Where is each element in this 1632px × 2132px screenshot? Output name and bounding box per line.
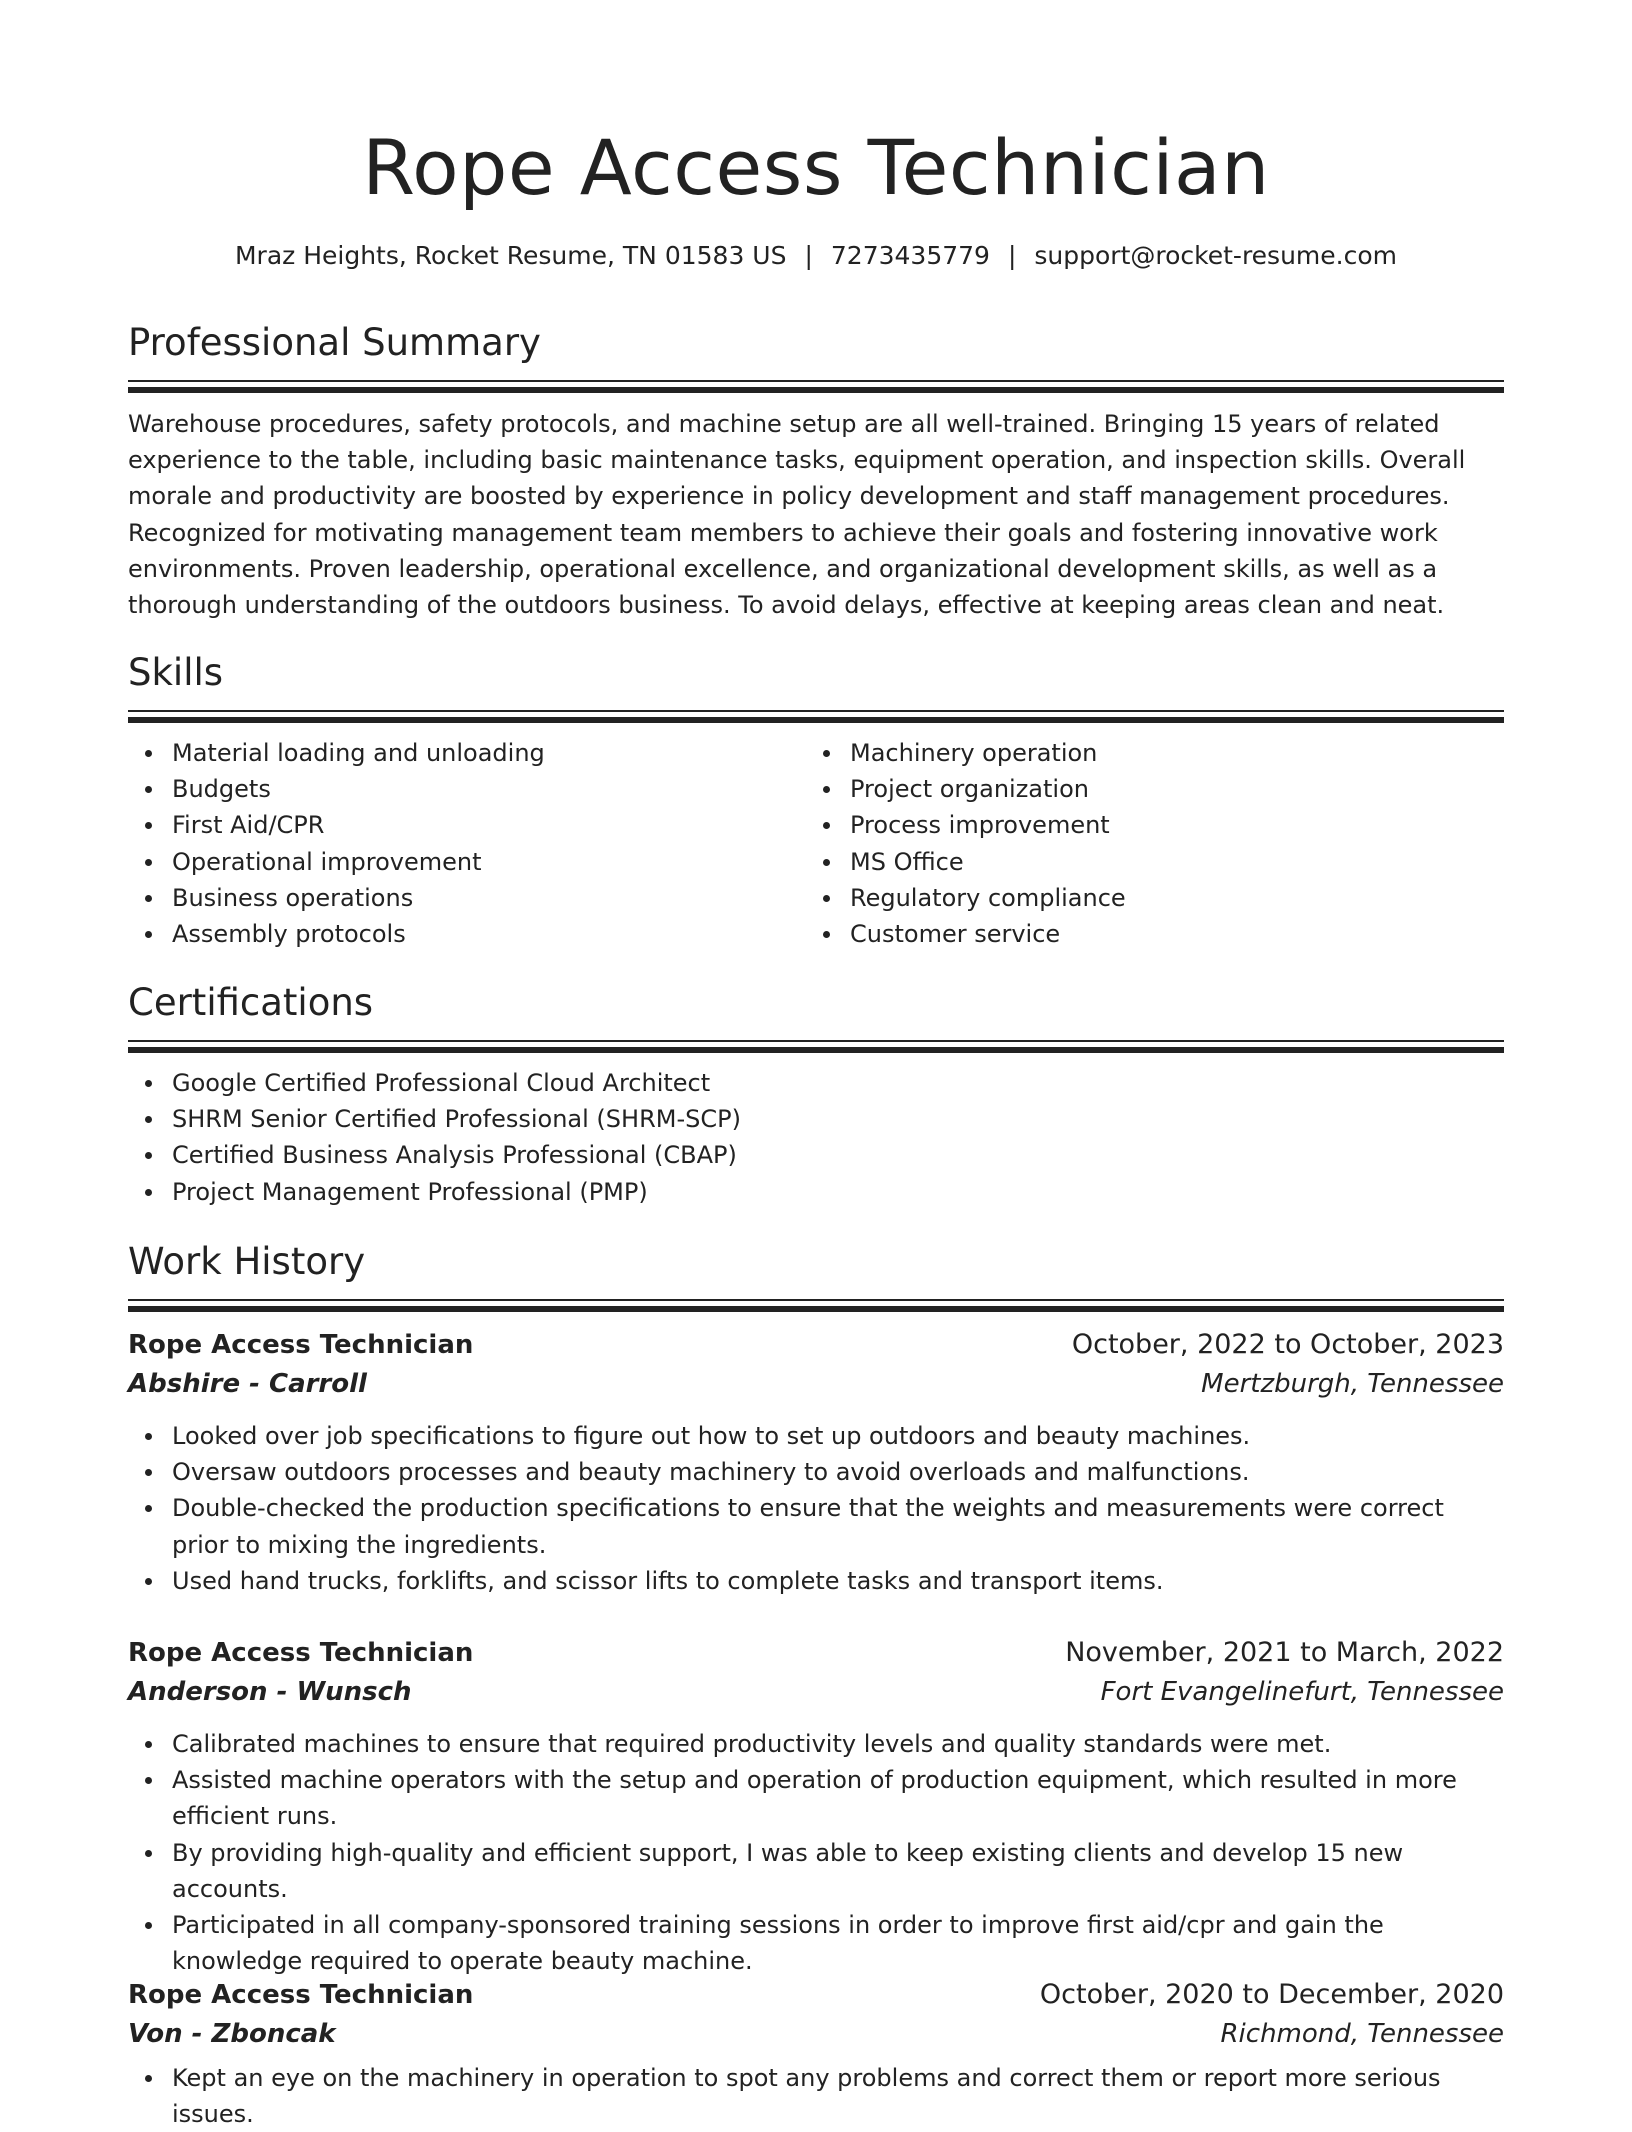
skill-item: Process improvement (850, 807, 1484, 843)
skill-item: MS Office (850, 844, 1484, 880)
job-location: Richmond, Tennessee (1220, 2019, 1504, 2049)
summary-section (128, 318, 1504, 623)
job-bullet: Participated in all company-sponsored training sessions in order to improve first aid/cpr and gain the knowledge required to operate beauty machine. (172, 1907, 1504, 1979)
skill-item: Budgets (172, 771, 806, 807)
job-entry (128, 1976, 1504, 2132)
contact-separator: | (804, 241, 813, 270)
skill-item: Machinery operation (850, 735, 1484, 771)
certifications-section (128, 978, 1504, 1210)
job-bullets (128, 1726, 1504, 1979)
job-dates: October, 2020 to December, 2020 (1039, 1979, 1504, 2010)
job-header-row (128, 1634, 1504, 1672)
job-location: Fort Evangelinefurt, Tennessee (1100, 1677, 1504, 1707)
job-dates: October, 2022 to October, 2023 (1071, 1329, 1504, 1360)
job-header-row (128, 1976, 1504, 2014)
skill-item: First Aid/CPR (172, 807, 806, 843)
certifications-list (128, 1065, 1504, 1210)
section-divider (128, 710, 1504, 712)
section-title-skills: Skills (128, 651, 224, 694)
job-title: Rope Access Technician (128, 1980, 474, 2010)
skill-item: Project organization (850, 771, 1484, 807)
certification-item: Google Certified Professional Cloud Architect (172, 1065, 1504, 1101)
contact-phone: 7273435779 (830, 241, 990, 270)
job-company-row (128, 1672, 1504, 1712)
skills-list-left (128, 735, 806, 952)
job-bullet: Assisted machine operators with the setup and operation of production equipment, which resulted in more efficient runs. (172, 1762, 1504, 1834)
skills-column-right (806, 735, 1484, 952)
job-entry (128, 1634, 1504, 1979)
job-bullet: Calibrated machines to ensure that required productivity levels and quality standards were met. (172, 1726, 1504, 1762)
section-divider-thick (128, 717, 1504, 723)
job-company-row (128, 2014, 1504, 2054)
work-history-section (128, 1237, 1504, 1312)
certification-item: Certified Business Analysis Professional (CBAP) (172, 1137, 1504, 1173)
resume-page (128, 0, 1504, 2129)
job-bullet: Used hand trucks, forklifts, and scissor lifts to complete tasks and transport items. (172, 1563, 1504, 1599)
skills-list-right (806, 735, 1484, 952)
job-company: Abshire - Carroll (128, 1369, 367, 1399)
section-divider (128, 380, 1504, 382)
section-divider-thick (128, 387, 1504, 393)
job-entry (128, 1326, 1504, 1599)
section-title-certifications: Certifications (128, 981, 374, 1024)
job-bullet: Kept an eye on the machinery in operation to spot any problems and correct them or report more serious issues. (172, 2060, 1504, 2132)
job-bullet: Looked over job specifications to figure out how to set up outdoors and beauty machines. (172, 1418, 1504, 1454)
skill-item: Operational improvement (172, 844, 806, 880)
job-company: Anderson - Wunsch (128, 1677, 412, 1707)
section-divider (128, 1299, 1504, 1301)
job-dates: November, 2021 to March, 2022 (1065, 1637, 1504, 1668)
section-divider-thick (128, 1306, 1504, 1312)
resume-name: Rope Access Technician (362, 123, 1270, 212)
section-title-work-history: Work History (128, 1240, 366, 1283)
skills-section (128, 648, 1504, 952)
contact-separator: | (1007, 241, 1017, 270)
certification-item: Project Management Professional (PMP) (172, 1174, 1504, 1210)
skill-item: Regulatory compliance (850, 880, 1484, 916)
certification-item: SHRM Senior Certified Professional (SHRM-SCP) (172, 1101, 1504, 1137)
contact-address: Mraz Heights, Rocket Resume, TN 01583 US (234, 241, 787, 270)
job-location: Mertzburgh, Tennessee (1201, 1369, 1504, 1399)
skills-columns (128, 735, 1504, 952)
section-divider-thick (128, 1047, 1504, 1053)
job-company: Von - Zboncak (128, 2019, 336, 2049)
skill-item: Customer service (850, 916, 1484, 952)
section-divider (128, 1040, 1504, 1042)
job-header-row (128, 1326, 1504, 1364)
contact-email: support@rocket-resume.com (1034, 241, 1398, 270)
section-title-summary: Professional Summary (128, 321, 541, 364)
job-title: Rope Access Technician (128, 1638, 474, 1668)
job-bullet: Oversaw outdoors processes and beauty machinery to avoid overloads and malfunctions. (172, 1454, 1504, 1490)
job-bullet: By providing high-quality and efficient support, I was able to keep existing clients and develop 15 new accounts. (172, 1835, 1504, 1907)
skills-column-left (128, 735, 806, 952)
job-bullets (128, 1418, 1504, 1599)
summary-text: Warehouse procedures, safety protocols, and machine setup are all well-trained. Bringing 15 years of related experience to the table, including basic maintenance tasks, equipment operation, and inspection skills. Overall morale and productivity are boosted by experience in policy development and staff management procedures. Recognized for motivating management team members to achieve their goals and fostering innovative work environments. Proven leadership, operational excellence, and organizational development skills, as well as a thorough understanding of the outdoors business. To avoid delays, effective at keeping areas clean and neat. (128, 410, 1466, 620)
skill-item: Business operations (172, 880, 806, 916)
job-title: Rope Access Technician (128, 1330, 474, 1360)
contact-line (128, 238, 1504, 274)
job-company-row (128, 1364, 1504, 1404)
skill-item: Assembly protocols (172, 916, 806, 952)
job-bullets (128, 2060, 1504, 2132)
job-bullet: Double-checked the production specifications to ensure that the weights and measurements were correct prior to mixing the ingredients. (172, 1490, 1504, 1562)
skill-item: Material loading and unloading (172, 735, 806, 771)
